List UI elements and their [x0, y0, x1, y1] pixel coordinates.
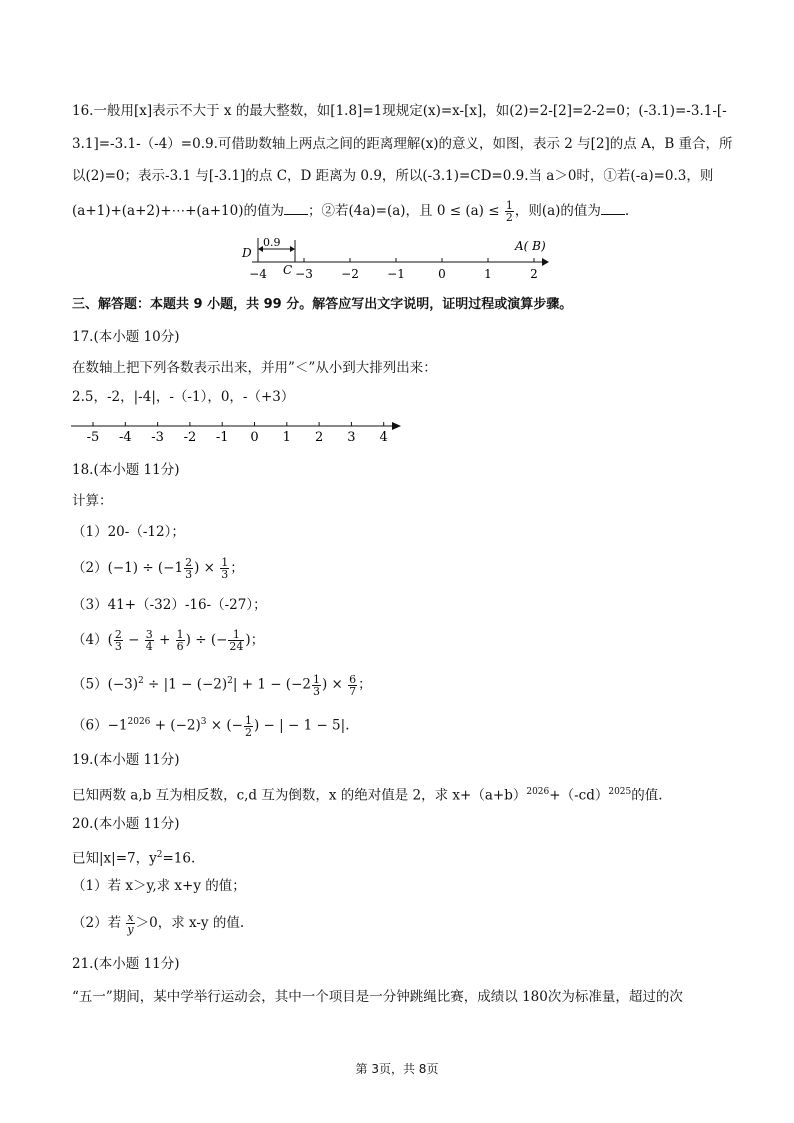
- answer-blank-2: [601, 202, 625, 215]
- fraction-one-half: $\frac{1}{2}$: [505, 199, 513, 224]
- q18-part-3: （3）41+（-32）-16-（-27）；: [72, 597, 267, 613]
- q18-p2-text-b: ) ×: [194, 560, 215, 576]
- q18-p2-text-a: （2）(−1) ÷ (−1: [72, 560, 184, 576]
- superscript: 2: [156, 850, 163, 860]
- q20-description: [72, 846, 195, 868]
- axis-tick-label: −2: [341, 267, 359, 281]
- q18-p4-text-a: （4）(: [72, 632, 113, 648]
- q17-title: 17.(本小题 10分): [72, 329, 180, 345]
- q20-title: 20.(本小题 11分): [72, 816, 180, 832]
- q18-p6-text-b: + (−2): [150, 717, 201, 734]
- label-D: D: [242, 246, 252, 260]
- label-A-B: A( B): [515, 239, 546, 253]
- axis-tick-label: −1: [387, 267, 405, 281]
- axis-tick-label: -4: [118, 430, 132, 445]
- q17-number-line: [70, 414, 405, 446]
- label-0-9: 0.9: [263, 236, 281, 249]
- fraction-2-3: $\frac{2}{3}$: [185, 556, 193, 581]
- superscript: 2026: [127, 717, 151, 727]
- q19-text-b: +（-cd）: [549, 787, 609, 804]
- q19-text-c: 的值.: [631, 787, 663, 804]
- q16-text-b: ；②若(4a)=(a)，且: [307, 203, 433, 219]
- q18-p6-text-a: （6）−1: [72, 717, 128, 734]
- q18-p5-text-a: （5）(−3): [72, 676, 139, 693]
- q16-line-1: 16.一般用[x]表示不大于 x 的最大整数，如[1.8]=1现规定(x)=x-[x]，如(2)=2-[2]=2-2=0；(-3.1)=-3.1-[-: [72, 103, 727, 119]
- q16-period: .: [624, 203, 630, 219]
- axis-tick-label: −4: [249, 267, 267, 281]
- q20-text-b: =16.: [162, 850, 196, 867]
- fraction-3-4: $\frac{3}{4}$: [145, 628, 153, 653]
- q18-part-1: （1）20-（-12）；: [72, 524, 185, 540]
- q18-part-5: [72, 672, 372, 697]
- q18-part-2: [72, 557, 244, 580]
- q16-line-2: 3.1]=-3.1-（-4）=0.9.可借助数轴上两点之间的距离理解(x)的意义，如图，表示 2 与[2]的点 A，B 重合，所: [72, 136, 733, 152]
- q17-description: 在数轴上把下列各数表示出来，并用”＜”从小到大排列出来：: [72, 360, 437, 376]
- q20-p2-text-b: ＞0，求 x-y 的值.: [135, 915, 245, 931]
- q18-p4-minus: −: [128, 632, 140, 648]
- q21-description: “五一”期间，某中学举行运动会，其中一个项目是一分钟跳绳比赛，成绩以 180次为标准量，超过的次: [72, 989, 683, 1005]
- q20-part-1: （1）若 x＞y,求 x+y 的值；: [72, 878, 246, 894]
- q19-text-a: 已知两数 a,b 互为相反数，c,d 互为倒数，x 的绝对值是 2，求 x+（a+b）: [72, 787, 527, 804]
- axis-tick-label: -1: [215, 430, 229, 445]
- q18-part-4: [72, 629, 264, 652]
- fraction-1-2: $\frac{1}{2}$: [244, 713, 252, 739]
- axis-tick-label: 0: [250, 430, 259, 445]
- superscript: 3: [200, 717, 207, 727]
- axis-tick-label: 4: [379, 430, 388, 445]
- axis-tick-label: 3: [347, 430, 356, 445]
- q18-p6-text-c: × (−: [206, 717, 243, 734]
- q19-title: 19.(本小题 11分): [72, 752, 180, 768]
- q18-p6-text-d: ) − | − 1 − 5|.: [253, 717, 350, 734]
- q18-part-6: [72, 713, 349, 738]
- superscript: 2025: [608, 787, 632, 797]
- axis-tick-label: -5: [86, 430, 100, 445]
- axis-tick-label: -3: [151, 430, 164, 445]
- axis-tick-label: 1: [282, 430, 291, 445]
- axis-tick-label: 2: [314, 430, 324, 445]
- axis-tick-label: 2: [530, 267, 538, 281]
- q18-p5-text-c: | + 1 − (−2: [232, 676, 311, 693]
- section-3-heading: 三、解答题：本题共 9 小题，共 99 分。解答应写出文字说明，证明过程或演算步骤。: [72, 297, 573, 312]
- superscript: 2026: [526, 787, 550, 797]
- q18-title: 18.(本小题 11分): [72, 462, 180, 478]
- axis-tick-label: -2: [183, 430, 197, 445]
- page-footer: 第 3页，共 8页: [355, 1062, 439, 1076]
- q16-text-d: ，则(a)的值为: [514, 203, 601, 219]
- q16-number-line-figure: [238, 236, 550, 286]
- q18-p5-text-b: ÷ |1 − (−2): [143, 676, 228, 693]
- fraction-1-6: $\frac{1}{6}$: [176, 628, 184, 653]
- q18-p2-text-c: ；: [230, 560, 244, 576]
- q20-p2-text-a: （2）若: [72, 915, 122, 931]
- fraction-1-3: $\frac{1}{3}$: [221, 556, 229, 581]
- fraction-1-3: $\frac{1}{3}$: [312, 672, 320, 698]
- q18-p4-text-e: )；: [245, 632, 265, 648]
- fraction-2-3: $\frac{2}{3}$: [114, 628, 122, 653]
- superscript: 2: [138, 676, 144, 686]
- q16-line-3: 以(2)=0；表示-3.1 与[-3.1]的点 C，D 距离为 0.9，所以(-3.1)=CD=0.9.当 a＞0时，①若(-a)=0.3，则: [72, 168, 714, 184]
- q16-line-4: [72, 200, 629, 223]
- fraction-1-24: $\frac{1}{24}$: [229, 628, 244, 653]
- axis-tick-label: −3: [295, 267, 313, 281]
- superscript: 2: [227, 676, 233, 686]
- q18-p4-plus: +: [159, 632, 171, 648]
- fraction-6-7: $\frac{6}{7}$: [349, 672, 357, 698]
- axis-tick-label: 0: [438, 267, 446, 281]
- axis-tick-label: 1: [484, 267, 492, 281]
- q21-title: 21.(本小题 11分): [72, 956, 180, 972]
- fraction-x-y: $\frac{x}{y}$: [127, 911, 134, 936]
- q19-description: [72, 783, 663, 805]
- answer-blank-1: [284, 202, 308, 215]
- q20-part-2: [72, 912, 244, 935]
- q20-text-a: 已知|x|=7，y: [72, 850, 157, 867]
- q18-p4-text-d: ) ÷ (−: [185, 632, 228, 648]
- q18-p5-text-d: ) ×: [321, 676, 343, 693]
- q16-inequality: 0 ≤ (a) ≤: [436, 203, 500, 219]
- q17-numbers: 2.5，-2，|-4|，-（-1），0，-（+3）: [72, 389, 295, 405]
- label-C: C: [283, 263, 293, 277]
- q18-description: 计算：: [72, 493, 113, 509]
- q16-text-a: (a+1)+(a+2)+⋯+(a+10)的值为: [72, 203, 284, 219]
- q18-p5-text-e: ；: [358, 676, 372, 693]
